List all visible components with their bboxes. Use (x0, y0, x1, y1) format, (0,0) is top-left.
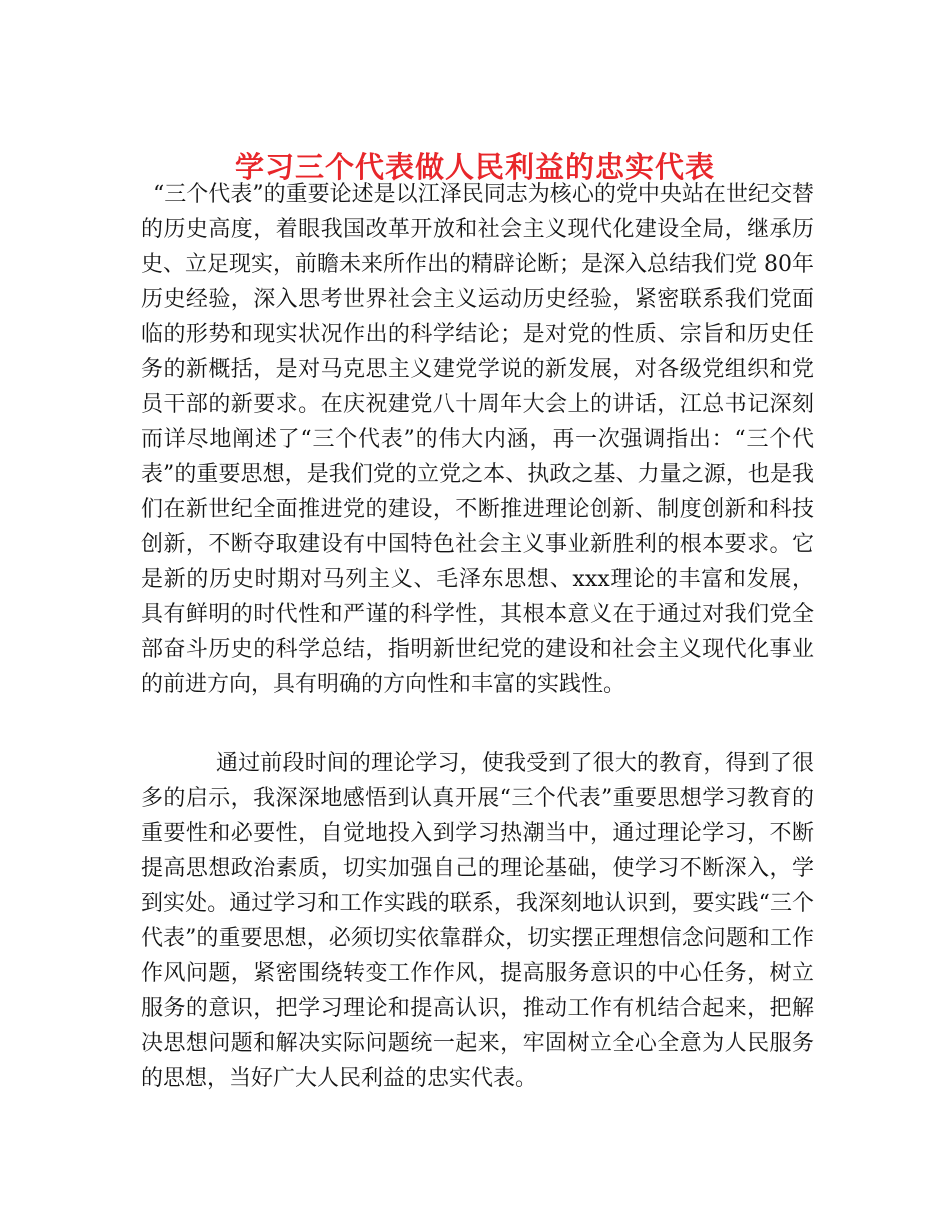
paragraph-1: “三个代表”的重要论述是以江泽民同志为核心的党中央站在世纪交替的历史高度，着眼我国改革开放和社会主义现代化建设全局，继承历史、立足现实，前瞻未来所作出的精辟论断；是深入总结我们党 80年历史经验，深入思考世界社会主义运动历史经验，紧密联系我们党面临的形势和现实状况作出的科学结论；是对党的性质、宗旨和历史任务的新概括，是对马克思主义建党学说的新发展，对各级党组织和党员干部的新要求。在庆祝建党八十周年大会上的讲话，江总书记深刻而详尽地阐述了“三个代表”的伟大内涵，再一次强调指出：“三个代表”的重要思想，是我们党的立党之本、执政之基、力量之源，也是我们在新世纪全面推进党的建设，不断推进理论创新、制度创新和科技创新，不断夺取建设有中国特色社会主义事业新胜利的根本要求。它是新的历史时期对马列主义、毛泽东思想、xxx理论的丰富和发展，具有鲜明的时代性和严谨的科学性，其根本意义在于通过对我们党全部奋斗历史的科学总结，指明新世纪党的建设和社会主义现代化事业的前进方向，具有明确的方向性和丰富的实践性。 (141, 182, 814, 697)
paragraph-2: 通过前段时间的理论学习，使我受到了很大的教育，得到了很多的启示，我深深地感悟到认真开展“三个代表”重要思想学习教育的重要性和必要性，自觉地投入到学习热潮当中，通过理论学习，不断提高思想政治素质，切实加强自己的理论基础，使学习不断深入，学到实处。通过学习和工作实践的联系，我深刻地认识到，要实践“三个代表”的重要思想，必须切实依靠群众，切实摆正理想信念问题和工作作风问题，紧密围绕转变工作作风，提高服务意识的中心任务，树立服务的意识，把学习理论和提高认识，推动工作有机结合起来，把解决思想问题和解决实际问题统一起来，牢固树立全心全意为人民服务的思想，当好广大人民利益的忠实代表。 (141, 751, 814, 1091)
document-title: 学习三个代表做人民利益的忠实代表 (234, 150, 715, 185)
